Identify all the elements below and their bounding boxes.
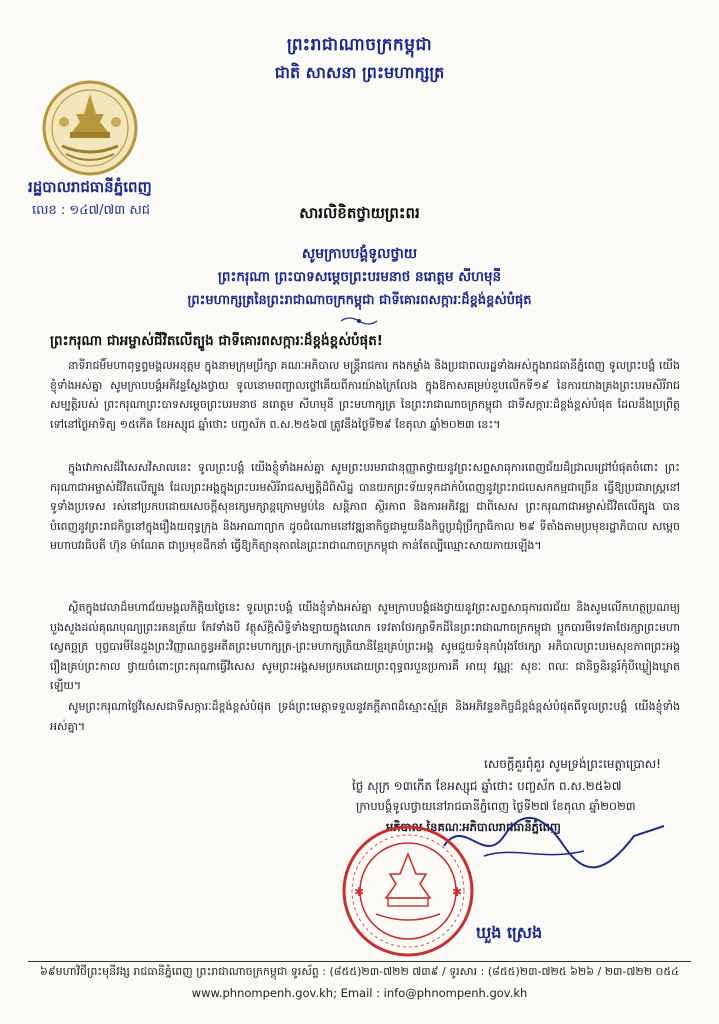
place-date-line: ក្រាបបង្គំទូលថ្វាយនៅរាជធានីភ្នំពេញ ថ្ងៃទី២៧ ខែតុលា ឆ្នាំ២០២៣ xyxy=(356,799,636,813)
recipient-line-3: ព្រះមហាក្សត្រនៃព្រះរាជាណាចក្រកម្ពុជា ជាទីគោរពសក្ការៈដ៏ខ្ពង់ខ្ពស់បំផុត xyxy=(187,293,532,308)
lunar-date-line: ថ្ងៃ សុក្រ ១៣កើត ខែអស្សុជ ឆ្នាំថោះ បញ្ចស័ក ព.ស.២៥៦៧ xyxy=(352,779,622,793)
svg-text:✱: ✱ xyxy=(452,885,463,899)
recipient-line-2: ព្រះករុណា ព្រះបាទសម្តេចព្រះបរមនាថ នរោត្តម សីហមុនី xyxy=(217,269,502,285)
recipient-line-1: សូមក្រាបបង្គំទូលថ្វាយ xyxy=(301,246,418,262)
issuing-office-name: រដ្ឋបាលរាជធានីភ្នំពេញ xyxy=(28,178,152,196)
letter-number: លេខ : ១៤៧/៧៣ សជ xyxy=(32,203,151,218)
national-motto: ជាតិ សាសនា ព្រះមហាក្សត្រ xyxy=(274,63,445,82)
body-paragraph-4: សូមព្រះករុណាថ្លៃវិសេសជាទីសក្ការៈដ៏ខ្ពង់ខ្ពស់បំផុត ទ្រង់ព្រះមេត្តាទទួលនូវភក្តីភាពដ៏ស្មោះស្ម័គ្រ និងអភិវន្ទនកិច្ចដ៏ខ្ពង់ខ្ពស់បំផុតពីទូលព្រះបង្គំ យើងខ្ញុំទាំងអស់គ្នា។ xyxy=(50,700,680,733)
kingdom-header: ព្រះរាជាណាចក្រកម្ពុជា xyxy=(286,35,433,55)
phnom-penh-emblem-seal-icon xyxy=(40,74,140,182)
closing-phrase: សេចក្តីគួរពុំគួរ សូមទ្រង់ព្រះមេត្តាប្រោស! xyxy=(484,757,661,771)
footer-address: ៦៩មហាវិថីព្រះមុនីវង្ស រាជធានីភ្នំពេញ ព្រះរាជាណាចក្រកម្ពុជា ទូរស័ព្ទ : (៨៥៥)២៣-៧២២ ៧៣៩ / ទូរសារ : (៨៥៥)២៣-៧២៥ ៦២៦ / ២៣-៧២២ ០៥៤ xyxy=(40,965,679,978)
body-paragraph-2: ក្នុងវោកាសដ៏វិសេសវិសាលនេះ ទូលព្រះបង្គំ យើងខ្ញុំទាំងអស់គ្នា សូមព្រះបរមរាជានុញ្ញាតថ្វាយនូវព្រះសព្ទសាធុការពេញជ័យដ៏ជ្រាលជ្រៅបំផុតចំពោះ ព្រះករុណាជាអម្ចាស់ជីវិតលើត្បូង ដែលព្រះអង្គក្នុងព្រះបរមសិរីរាជសម្បត្តិដ៏ពិសិដ្ឋ បានយកព្រះទ័យទុកដាក់បំពេញនូវព្រះរាជបេសកកម្មជាច្រើន ធ្វើឱ្យប្រជារាស្ត្រនៅទូទាំងប្រទេស រស់នៅប្រកបដោយសេចក្តីសុខក្សេមក្សាន្តក្រោមម្លប់នៃ សន្តិភាព ស្ថិរភាព និងការអភិវឌ្ឍ ជាពិសេស ព្រះករុណាជាអម្ចាស់ជីវិតលើត្បូង បានបំពេញនូវព្រះរាជកិច្ចនៅក្នុងរឿងយពុទ្ធក្រុង និងអាណាព្យាក ដូចជំណោមនៅវឌ្ឍនាកិច្ចជាមួយនឹងកិច្ចប្រជុំប្រឹក្សាធិកាល ២៩ ទីតាំងតាមប្រមុខរដ្ឋាភិបាល សម្តេចមហាបវរធិបតី ហ៊ុន ម៉ាណែត ជាប្រមុខដឹកនាំ ធ្វើឱ្យកិត្យានុភាពនៃព្រះរាជាណាចក្រកម្ពុជា កាន់តែល្បីឈ្មោះសាយភាយឡើង។ xyxy=(50,461,680,553)
footer-divider xyxy=(28,961,691,962)
salutation: ព្រះករុណា ជាអម្ចាស់ជីវិតលើត្បូង ជាទីគោរពសក្ការៈដ៏ខ្ពង់ខ្ពស់បំផុត! xyxy=(50,333,383,349)
signer-title: អភិបាល នៃគណៈអភិបាលរាជធានីភ្នំពេញ xyxy=(386,820,561,834)
body-paragraph-1: នាទីរាជមិ៍មហាពុទ្ធព្ធមង្គលអនុត្តម ក្នុងនាមក្រុមប្រឹក្សា គណៈអភិបាល មន្ត្រីរាជការ កងកម្លាំង និងប្រជាពលរដ្ឋទាំងអស់ក្នុងរាជធានីភ្នំពេញ ទូលព្រះបង្គំ យើងខ្ញុំទាំងអស់គ្នា សូមក្រាបបង្គំអភិវន្ទស្ងែងថ្វាយ ទូលនោមពញ្ចាលថ្លៅគើយពីការយ៉ាងក្រៃលែង ក្នុងឱកាសគម្រប់ខួបលើកទី១៩ នៃការយាងគ្រងព្រះបរមសិរីរាជសម្បត្តិរបស់ ព្រះករុណាព្រះបាទសម្តេចព្រះបរមនាថ នរោត្តម សីហមុនី ព្រះមហាក្សត្រ នៃព្រះរាជាណាចក្រកម្ពុជា ជាទីសក្ការៈដ៏ខ្ពង់ខ្ពស់បំផុត ដែលនឹងប្រព្រឹត្តទៅនៅថ្ងៃអាទិត្យ ១៥កើត ខែអស្សុជ ឆ្នាំថោះ បញ្ចស័ក ព.ស.២៥៦៧ ត្រូវនឹងថ្ងៃទី២៩ ខែតុលា ឆ្នាំ២០២៣ នេះ។ xyxy=(50,359,680,431)
ornament-divider-icon xyxy=(339,315,379,327)
footer-contact: www.phnompenh.gov.kh; Email : info@phnompenh.gov.kh xyxy=(191,986,528,1000)
signer-name: ឃួង ស្រេង xyxy=(476,923,543,942)
body-paragraph-3: ស្ថិតក្នុងវេលាដ៏មហាជ័យមង្គលកិត្តិយថ្ងៃនេះ ទូលព្រះបង្គំ យើងខ្ញុំទាំងអស់គ្នា សូមក្រាបបង្គំផងថ្វាយនូវព្រះសព្ទសាធុការពរជ័យ និងសូមលើកហត្ថប្រណម្យបួងសួងដល់គុណបុណ្យព្រះរតនត្រ័យ កែវទាំងបី វត្ថុស័ក្តិសិទ្ធិទាំងឡាយក្នុងលោក ទេវតាថែរក្សាទឹកដីនៃព្រះរាជាណាចក្រកម្ពុជា ប្អូកបារមីទេវតាថែរក្សាព្រះមហាស្វេតច្ឆត្រ បុព្វបារមីនៃដួងព្រះវិញ្ញាណក្ខន្ធអតីតព្រះមហាក្សត្រ-ព្រះមហាក្សត្រិយានីខ្មែរគ្រប់ព្រះអង្គ សូមជួយទំនុកបំរុងថែរក្សា អភិបាលព្រះបរមសុខភាពព្រះអង្គរឿងគ្រប់ព្រះកាល ថ្វាយចំពោះព្រះករុណាធ្វើវិសេស សូមព្រះអង្គសមប្រកបដោយព្រះពុទ្ធពរបួនប្រការគឺ អាយុ វណ្ណៈ សុខៈ ពលៈ ជានិច្ចនិរន្តរ៍កុំបីឃ្លៀងឃ្លាតឡើយ។ xyxy=(50,601,680,693)
document-title: សារលិខិតថ្វាយព្រះពរ xyxy=(299,204,420,222)
red-official-stamp-icon xyxy=(336,822,480,960)
svg-text:✱: ✱ xyxy=(354,885,365,899)
